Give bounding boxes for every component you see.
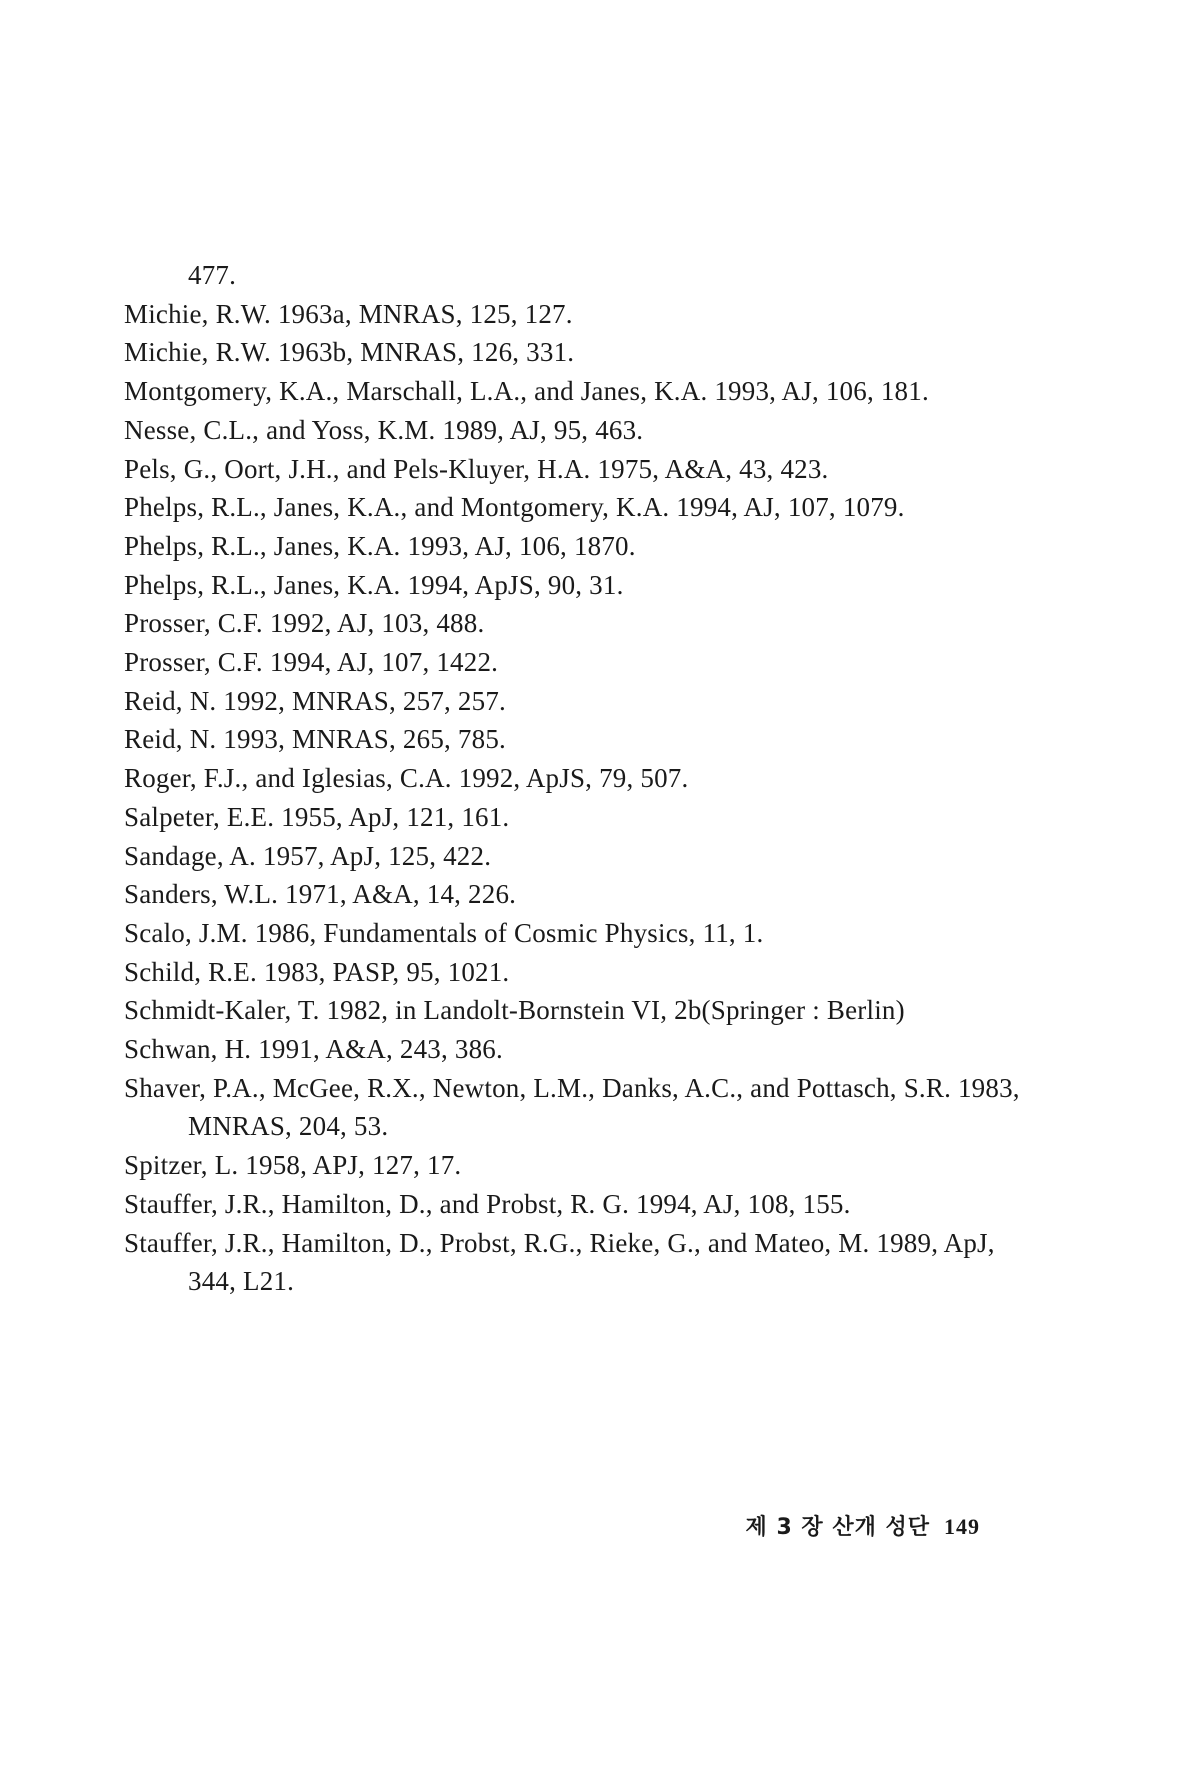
reference-item: Nesse, C.L., and Yoss, K.M. 1989, AJ, 95, 463. bbox=[124, 414, 644, 445]
reference-item: Spitzer, L. 1958, APJ, 127, 17. bbox=[124, 1150, 462, 1181]
reference-item: Reid, N. 1992, MNRAS, 257, 257. bbox=[124, 685, 506, 716]
reference-item: Montgomery, K.A., Marschall, L.A., and Janes, K.A. 1993, AJ, 106, 181. bbox=[124, 376, 929, 407]
page-footer bbox=[700, 1510, 980, 1541]
reference-item: Sanders, W.L. 1971, A&A, 14, 226. bbox=[124, 879, 517, 910]
reference-item: Phelps, R.L., Janes, K.A. 1994, ApJS, 90, 31. bbox=[124, 569, 624, 600]
reference-item: Reid, N. 1993, MNRAS, 265, 785. bbox=[124, 724, 506, 755]
reference-item: Shaver, P.A., McGee, R.X., Newton, L.M., Danks, A.C., and Pottasch, S.R. 1983, MNRAS, 204, 53. bbox=[124, 1072, 1020, 1142]
reference-item: Phelps, R.L., Janes, K.A. 1993, AJ, 106, 1870. bbox=[124, 530, 636, 561]
reference-item: Roger, F.J., and Iglesias, C.A. 1992, ApJS, 79, 507. bbox=[124, 763, 689, 794]
reference-item: Salpeter, E.E. 1955, ApJ, 121, 161. bbox=[124, 801, 510, 832]
reference-item: Phelps, R.L., Janes, K.A., and Montgomery, K.A. 1994, AJ, 107, 1079. bbox=[124, 492, 905, 523]
chapter-title: 제 3 장 산개 성단 bbox=[745, 1515, 930, 1540]
reference-item: Schwan, H. 1991, A&A, 243, 386. bbox=[124, 1034, 503, 1065]
reference-item: Schmidt-Kaler, T. 1982, in Landolt-Bornstein VI, 2b(Springer : Berlin) bbox=[124, 995, 905, 1026]
reference-item: Schild, R.E. 1983, PASP, 95, 1021. bbox=[124, 956, 510, 987]
reference-item: Pels, G., Oort, J.H., and Pels-Kluyer, H.A. 1975, A&A, 43, 423. bbox=[124, 453, 829, 484]
reference-item: Prosser, C.F. 1992, AJ, 103, 488. bbox=[124, 608, 485, 639]
page-number: 149 bbox=[944, 1514, 980, 1539]
reference-item: Sandage, A. 1957, ApJ, 125, 422. bbox=[124, 840, 492, 871]
reference-item: Prosser, C.F. 1994, AJ, 107, 1422. bbox=[124, 647, 499, 678]
reference-item: Michie, R.W. 1963b, MNRAS, 126, 331. bbox=[124, 337, 575, 368]
reference-item: Michie, R.W. 1963a, MNRAS, 125, 127. bbox=[124, 298, 573, 329]
reference-item: Scalo, J.M. 1986, Fundamentals of Cosmic Physics, 11, 1. bbox=[124, 917, 764, 948]
reference-list bbox=[124, 256, 1024, 1301]
reference-item: Stauffer, J.R., Hamilton, D., Probst, R.G., Rieke, G., and Mateo, M. 1989, ApJ, 344, L21. bbox=[124, 1227, 995, 1297]
reference-item: 477. bbox=[188, 260, 237, 290]
reference-item: Stauffer, J.R., Hamilton, D., and Probst, R. G. 1994, AJ, 108, 155. bbox=[124, 1188, 851, 1219]
